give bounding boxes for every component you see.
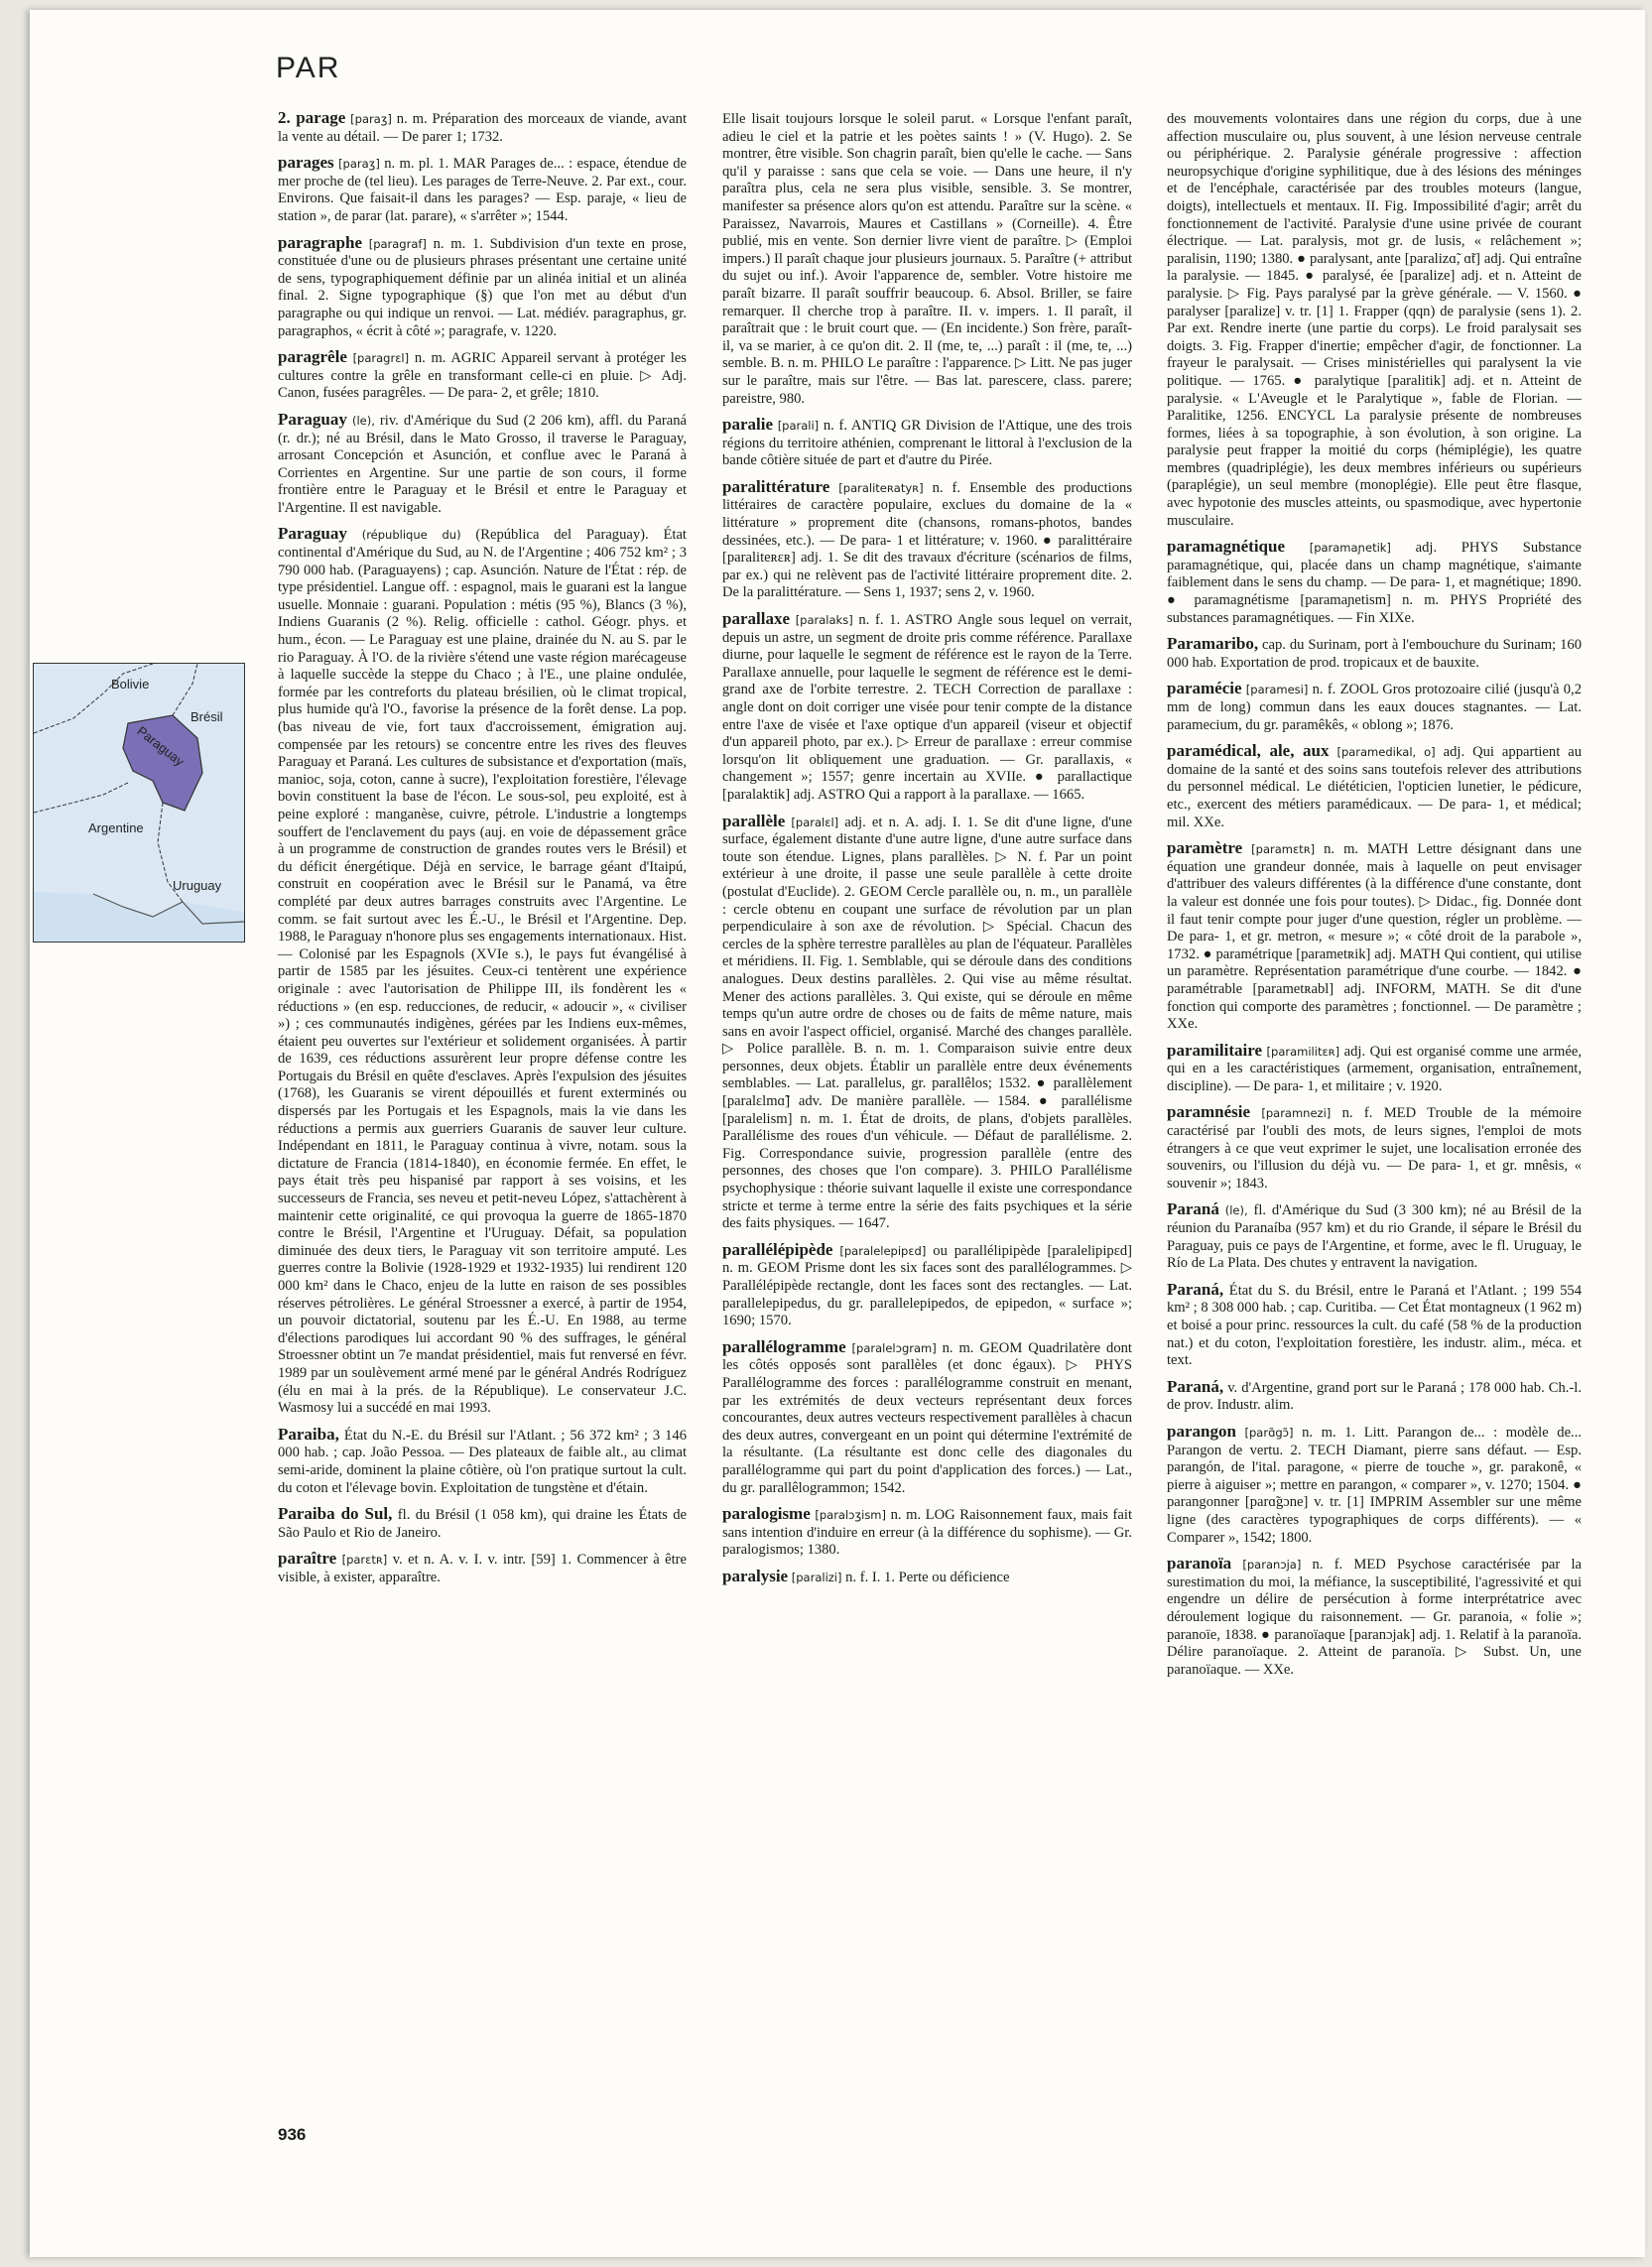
headword: paramilitaire: [1167, 1040, 1262, 1060]
definition: adj. Qui appartient au domaine de la santé et des soins sans toutefois relever des attributions du personnel médical. Le diététicien, l'opticien lunetier, le pédicure, etc., exercent des métiers paramédicaux. — De para- 1, et médical; mil. XXe.: [1167, 744, 1582, 830]
map-graphic: [34, 664, 244, 942]
definition: adj. et n. A. adj. I. 1. Se dit d'une ligne, d'une surface, également distante d'une autre ligne, d'une autre surface dans toute son étendue. Lignes, plans parallèles. ▷ N. f. Par un point extérieur à une droite, il passe une seule parallèle à cette droite (postulat d'Euclide). 2. GEOM Cercle parallèle ou, n. m., un parallèle : cercle obtenu en coupant une surface de révolution par un plan perpendiculaire à son axe de révolution. ▷ Spécial. Chacun des cercles de la sphère terrestre parallèles au plan de l'équateur. Parallèles et méridiens. II. Fig. 1. Semblable, qui se déroule dans des conditions analogues. Deux destins parallèles. 2. Qui vise au même résultat. Mener des actions parallèles. 3. Qui existe, qui se déroule en même temps qu'un autre ordre de choses ou de faits de même nature, mais sans en avoir l'aspect officiel, organisé. Marché des changes parallèle. ▷ Police parallèle. B. n. m. 1. Comparaison suivie entre deux personnes, deux objets. Établir un parallèle entre deux événements semblables. — Lat. parallelus, gr. parallêlos; 1532. ● parallèlement [paralɛlmɑ̃] adv. De manière parallèle. — 1584. ● parallélisme [paralelism] n. m. 1. État de droits, de plans, d'objets parallèles. Parallélisme des roues d'un véhicule. — Défaut de parallélisme. 2. Fig. Correspondance suivie, progression parallèle (entre des personnes, des choses que l'on compare). 3. PHILO Parallélisme psychophysique : théorie suivant laquelle il existe une correspondance stricte et terme à terme entre la série des faits psychiques et la série des faits physiques. — 1647.: [722, 814, 1132, 1232]
headword: parangon: [1167, 1421, 1236, 1441]
headword: parallélogramme: [722, 1336, 846, 1356]
headword: Paraiba,: [278, 1424, 339, 1444]
map-label-paraguay: Paraguay: [134, 723, 188, 770]
definition: v. et n. A. v. I. v. intr. [59] 1. Commencer à être visible, à exister, apparaître.: [278, 1552, 687, 1585]
definition: n. f. MED Psychose caractérisée par la surestimation du moi, la méfiance, la susceptibilité, l'agressivité et qui engendre un délire de persécution à forme interprétatrice avec déroulement logique du raisonnement. — Gr. paranoia, « folie »; paranoïe, 1838. ● paranoïaque [paranɔjak] adj. 1. Relatif à la paranoïa. Délire paranoïaque. 2. Atteint de paranoïa. ▷ Subst. Un, une paranoïaque. — XXe.: [1167, 1557, 1582, 1678]
pronunciation: [paragrɛl]: [352, 351, 410, 366]
pronunciation: [paralizi]: [791, 1570, 842, 1584]
pronunciation: [paramilitɛʀ]: [1266, 1044, 1340, 1059]
definition: État du S. du Brésil, entre le Paraná et l'Atlant. ; 199 554 km² ; 8 308 000 hab. ; cap. Curitiba. — Cet État montagneux (1 962 m) et boisé a pour princ. ressources la cult. du café (58 % de la production nat.) et du coton, l'exploitation forestière, les industr. alim., méca. et text.: [1167, 1282, 1582, 1369]
definition: (República del Paraguay). État continental d'Amérique du Sud, au N. de l'Argentine ; 406 752 km² ; 3 790 000 hab. (Paraguayens) ; cap. Asunción. Nature de l'État : rép. de type présidentiel. Langue off. : espagnol, mais le guarani est la langue usuelle. Monnaie : guarani. Population : métis (95 %), Blancs (3 %), Indiens Guaranis (2 %). Relig. officielle : cathol. Géogr. phys. et hum., écon. — Le Paraguay est une plaine, drainée du N. au S. par le rio Paraguay. À l'O. de la rivière s'étend une vaste région marécageuse à laquelle succède la steppe du Chaco ; à l'E., une plaine ondulée, formée par les contreforts du plateau brésilien, où le climat tropical, plus humide qu'à l'O., favorise la présence de la forêt dense. La pop. (bas niveau de vie, fort taux d'accroissement, émigration auj. compensée par les retours) se concentre entre les rives des fleuves Paraguay et Paraná. Les cultures de subsistance et d'exportation (maïs, manioc, soja, coton, canne à sucre), l'exploitation forestière, l'élevage bovin constituent la base de l'écon. Le sous-sol, peu exploité, est à peine exploré : manganèse, cuivre, pétrole. L'industrie a longtemps souffert de l'enclavement du pays (auj. en voie de dépassement grâce à un programme de construction de grandes routes vers le Brésil) et du déficit énergétique. Déjà en service, le barrage géant d'Itaipú, construit en coopération avec le Brésil sur le Panamá, va être complété par deux autres barrages construits avec l'Argentine. Le comm. se fait surtout avec les É.-U., le Brésil et l'Argentine. Dep. 1988, le Paraguay n'honore plus ses engagements internationaux. Hist. — Colonisé par les Espagnols (XVIe s.), le pays fut évangélisé à partir de 1585 par les jésuites. Ceux-ci tentèrent une expérience originale : avec l'autorisation de Philippe III, ils fondèrent les « réductions » (en esp. reducciones, de reducir, « adoucir », « civiliser ») ; ces communautés indigènes, gérées par les Indiens eux-mêmes, étaient peu ouvertes sur l'extérieur et solidement organisées. À partir de 1639, ces réductions assurèrent leur propre défense contre les Portugais du Brésil en quête d'esclaves. Après l'expulsion des jésuites (1768), les Guaranis se virent dépouillés et furent exterminés ou dispersés par les Portugais et les Espagnols, mais la vie dans les réductions a permis aux guerriers Guaranis de sauver leur culture. Indépendant en 1811, le Paraguay continua à vivre, notam. sous la dictature de Francia (1814-1840), en économie fermée. En effet, le pays était très peu hispanisé par rapport à ses voisins, et les successeurs de Francia, ses neveu et petit-neveu López, s'attachèrent à maintenir cette originalité, ce qui provoqua la guerre de 1865-1870 contre le Brésil, l'Argentine et l'Uruguay. Défait, sa population diminuée des deux tiers, le Paraguay vit son territoire amputé. Les guerres contre la Bolivie (1928-1929 et 1932-1935) lui rendirent 120 000 km² dans le Chaco, enjeu de la lutte en raison de ses possibles réserves pétrolières. Le général Stroessner a exercé, à partir de 1954, un pouvoir dictatorial, soutenu par les É.-U. En 1988, au terme d'élections parodiques lui accordant 90 % des suffrages, le général Stroessner obtint un 7e mandat présidentiel, mais fut renversé en févr. 1989 par un soulèvement armé mené par le général Andrés Rodríguez (élu en mai à la prés. de la République). Le conservateur J.C. Wasmosy lui a succédé en mai 1993.: [278, 527, 687, 1417]
pronunciation: (république du): [361, 528, 461, 543]
definition: v. d'Argentine, grand port sur le Paraná ; 178 000 hab. Ch.-l. de prov. Industr. alim.: [1167, 1379, 1583, 1414]
headword: paralie: [722, 415, 773, 435]
pronunciation: [paranɔja]: [1242, 1558, 1302, 1573]
pronunciation: [paramɛtʀ]: [1251, 842, 1316, 857]
entry: [1167, 1042, 1582, 1096]
entry: [278, 411, 687, 518]
definition: n. m. Préparation des morceaux de viande, avant la vente au détail. — De parer 1; 1732.: [278, 111, 688, 145]
pronunciation: [paramnezi]: [1261, 1106, 1332, 1121]
definition: n. m. MATH Lettre désignant dans une équation une grandeur donnée, mais à laquelle on peut envisager d'attribuer des valeurs différentes (à la différence d'une constante, dont la valeur est donnée une fois pour toutes). ▷ Didac., fig. Donnée dont il faut tenir compte pour juger d'une question, régler un problème. — De para- 1, et gr. metron, « mesure »; « côté droit de la parabole », 1732. ● paramétrique [parametʀik] adj. MATH Qui contient, qui utilise un paramètre. Représentation paramétrique d'une courbe. — 1842. ● paramétrable [parametʀabl] adj. INFORM, MATH. Se dit d'une fonction qui comporte des paramètres ; fonctionnel. — De paramètre ; XXe.: [1167, 841, 1582, 1033]
entry: [1167, 538, 1582, 627]
entry: [722, 610, 1132, 805]
pronunciation: [paralaks]: [795, 613, 853, 628]
entry: [1167, 1200, 1582, 1272]
pronunciation: [paralelɔgram]: [851, 1340, 937, 1355]
entry: [278, 1550, 687, 1586]
pronunciation: [paralɔʒism]: [815, 1508, 886, 1523]
column-3: [1167, 109, 1582, 1687]
headword: parallaxe: [722, 609, 790, 629]
entry: [1167, 1423, 1582, 1547]
definition: n. m. AGRIC Appareil servant à protéger les cultures contre la grêle en transformant celle-ci en pluie. ▷ Adj. Canon, fusées paragrêles. — De para- 2, et grêle; 1810.: [278, 350, 687, 402]
entry: [278, 1505, 687, 1542]
headword: paramètre: [1167, 838, 1243, 858]
pronunciation: [paraʒ]: [338, 157, 380, 172]
headword: Paramaribo,: [1167, 634, 1259, 654]
entry: [1167, 742, 1582, 831]
headword: paraître: [278, 1549, 337, 1569]
pronunciation: [paralelepipɛd]: [839, 1243, 927, 1258]
definition: n. f. MED Trouble de la mémoire caractérisé par l'oubli des mots, de leurs signes, l'emploi de mots étrangers à ce que veut exprimer le sujet, une localisation erronée des souvenirs, ou l'illusion du déjà vu. — De para- 1, et gr. mnêsis, « souvenir »; 1843.: [1167, 1105, 1582, 1192]
map-label-uruguay: Uruguay: [173, 878, 222, 893]
entry: [278, 348, 687, 403]
pronunciation: [paramedikal, o]: [1336, 745, 1436, 760]
entry: [278, 234, 687, 341]
headword: Paraguay: [278, 409, 347, 429]
page-number: 936: [278, 2125, 307, 2144]
headword: paramédical, ale, aux: [1167, 741, 1330, 761]
entry: [1167, 680, 1582, 734]
pronunciation: [parɑ̃gɔ̃]: [1244, 1425, 1294, 1440]
definition: État du N.-E. du Brésil sur l'Atlant. ; 56 372 km² ; 3 146 000 hab. ; cap. João Pessoa. — Des plateaux de faible alt., au climat semi-aride, dominent la plaine côtière, où l'on pratique surtout la cult. du coton et l'élevage bovin. Exploitation de tungstène et d'étain.: [278, 1427, 687, 1496]
entry: [722, 109, 1132, 408]
pronunciation: [paramaɲetik]: [1309, 541, 1391, 556]
entry: [722, 1338, 1132, 1497]
entry: [278, 154, 687, 225]
column-1: [278, 109, 687, 1595]
pronunciation: (le),: [1224, 1203, 1248, 1218]
entry: [722, 1505, 1132, 1560]
entry: [1167, 109, 1582, 530]
definition: n. m. LOG Raisonnement faux, mais fait sans intention d'induire en erreur (à la différence du sophisme). — Gr. paralogismos; 1380.: [722, 1507, 1132, 1559]
entry: [1167, 635, 1582, 672]
entry: [722, 1568, 1132, 1587]
map-label-argentine: Argentine: [88, 820, 144, 835]
map-label-bresil: Brésil: [191, 709, 223, 724]
definition: n. m. pl. 1. MAR Parages de... : espace, étendue de mer proche de (tel lieu). Les parages de Terre-Neuve. 2. Par ext., cour. Environs. Que faisait-il dans les parages? — Esp. paraje, « lieu de station », de parar (lat. parare), « s'arrêter »; 1544.: [278, 156, 687, 224]
definition: fl. du Brésil (1 058 km), qui draine les États de São Paulo et Rio de Janeiro.: [278, 1507, 687, 1541]
definition: n. m. 1. Subdivision d'un texte en prose, constituée d'une ou de plusieurs phrases présentant une certaine unité de sens, typographiquement définie par un alinéa initial et un alinéa final. 2. Signe typographique (§) que l'on met au début d'un paragraphe ou qui indique un renvoi. — Lat. médiév. paragraphus, gr. paragraphos, « écrit à côté »; paragrafe, v. 1220.: [278, 235, 688, 339]
definition: n. f. I. 1. Perte ou déficience: [845, 1569, 1010, 1585]
headword: Paraná,: [1167, 1279, 1224, 1299]
headword: Paraná,: [1167, 1376, 1224, 1396]
headword: parallélépipède: [722, 1239, 833, 1259]
headword: Paraiba do Sul,: [278, 1504, 393, 1524]
headword: Paraguay: [278, 524, 347, 544]
definition: riv. d'Amérique du Sud (2 206 km), affl. du Paraná (r. dr.); né au Brésil, dans le Mato Grosso, il traverse le Paraguay, arrosant Concepción et Asunción, et conflue avec le Paraná à Corrientes en Argentine. Sur une partie de son cours, il forme frontière entre le Paraguay et le Brésil et entre le Paraguay et l'Argentine. Il est navigable.: [278, 412, 687, 516]
entry: [722, 813, 1132, 1233]
definition: Elle lisait toujours lorsque le soleil parut. « Lorsque l'enfant paraît, adieu le ciel et la patrie et les poètes saints ! » (V. Hugo). 2. Se montrer, être visible. Son chagrin paraît, bien qu'elle le cache. — Sans qu'il y paraisse : sans que cela se voie. — Dans une heure, il n'y paraîtra plus, cela ne sera plus visible, sensible. 3. Se montrer, manifester sa présence alors qu'on est attendu. Paraître sur la scène. « Paraissez, Navarrois, Maures et Castillans » (Corneille). 4. Être publié, mis en vente. Son dernier livre vient de paraître. ▷ (Emploi impers.) Il paraît chaque jour plusieurs journaux. 5. Paraître (+ attribut du sujet ou inf.). Avoir l'apparence de, sembler. Votre histoire me paraît bizarre. Il paraît souffrir beaucoup. 6. Absol. Briller, se faire remarquer. Il cherche trop à paraître. II. v. impers. 1. Il paraît, il paraîtrait que : le bruit court que. — (En incidente.) Son frère, paraît-il, va se marier, à ce qu'on dit. 2. Il (me, te, ...) paraît : il (me, te, ...) semble. B. n. m. PHILO Le paraître : l'apparence. ▷ Litt. Ne pas juger sur le paraître, mais sur l'être. — Bas lat. parescere, class. parere; pareistre, 980.: [722, 111, 1132, 407]
pronunciation: [paramesi]: [1245, 683, 1309, 697]
pronunciation: [paraʒ]: [350, 112, 392, 126]
definition: n. m. GEOM Quadrilatère dont les côtés opposés sont parallèles (et donc égaux). ▷ PHYS Parallélogramme des forces : parallélogramme construit en menant, par les extrémités de deux vecteurs représentant deux forces concourantes, deux autres vecteurs respectivement parallèles à chacun des deux autres, convergeant en un point qui détermine l'extrémité de la résultante. (La résultante est donc celle des diagonales du parallélogramme qui part du point d'application des forces.) — Lat., du gr. parallêlogrammon; 1542.: [722, 1339, 1132, 1496]
entry: [1167, 1103, 1582, 1193]
definition: n. f. ANTIQ GR Division de l'Attique, une des trois régions du territoire athénien, comprenant le littoral à l'exclusion de la bande côtière située de part et d'autre du Pirée.: [722, 418, 1132, 469]
map-label-bolivie: Bolivie: [111, 677, 150, 692]
definition: n. m. 1. Litt. Parangon de... : modèle de... Parangon de vertu. 2. TECH Diamant, pierre sans défaut. — Esp. parangón, de l'ital. paragone, « pierre de touche », gr. parakonê, « pierre à aiguiser »; mettre en parangon, « comparer », v. 1270; 1504. ● parangonner [parɑ̃gɔne] v. tr. [1] IMPRIM Assembler sur une même ligne (des caractères typographiques de corps différents). — « Comparer », 1542; 1800.: [1167, 1424, 1582, 1546]
entry: [278, 525, 687, 1417]
definition: fl. d'Amérique du Sud (3 300 km); né au Brésil de la réunion du Paranaíba (957 km) et du rio Grande, il sépare le Brésil du Paraguay, puis ce pays de l'Argentine, et forme, avec le fl. Uruguay, le Río de La Plata. Des chutes y entravent la navigation.: [1167, 1202, 1582, 1272]
definition: n. f. Ensemble des productions littéraires de caractère populaire, exclues du domaine de la « littérature » proprement dite (chansons, romans-photos, bandes dessinées, etc.). — De para- 1 et littérature; v. 1960. ● paralittéraire [paraliteʀɛʀ] adj. 1. Se dit des travaux d'écriture (scénarios de films, par ex.) qui ne relèvent pas de l'activité littéraire proprement dite. 2. De la paralittérature. — Sens 1, 1937; sens 2, v. 1960.: [722, 479, 1132, 601]
pronunciation: [paragraf]: [368, 236, 427, 251]
definition: des mouvements volontaires dans une région du corps, due à une affection musculaire ou, plus souvent, à une lésion nerveuse centrale ou périphérique. 2. Paralysie générale progressive : affection neuropsychique d'origine syphilitique, due à des lésions des méninges et de l'encéphale, caractérisée par des troubles moteurs (langue, doigts), intellectuels et mentaux. II. Fig. Impossibilité d'agir; arrêt du fonctionnement de l'activité. Paralysie d'une usine privée de courant électrique. — Lat. paralysis, mot gr. de lusis, « relâchement »; paralisin, 1190; 1380. ● paralysant, ante [paralizɑ̃, ɑ̃t] adj. Qui entraîne la paralysie. — 1845. ● paralysé, ée [paralize] adj. et n. Atteint de paralysie. ▷ Fig. Pays paralysé par la grève générale. — V. 1560. ● paralyser [paralize] v. tr. [1] 1. Frapper (qqn) de paralysie (sens 1). 2. Par ext. Rendre inerte (une partie du corps). Le froid paralysait ses doigts. 3. Fig. Frapper d'inertie; empêcher d'agir, de fonctionner. La frayeur le paralysait. — Crises ministérielles qui paralysent la vie politique. — 1765. ● paralytique [paralitik] adj. et n. Atteint de paralysie. « L'Aveugle et le Paralytique », fable de Florian. — Paralitike, 1256. ENCYCL La paralysie présente de nombreuses formes, liées à sa topographie, à son évolution, à son origine. La paralysie peut frapper la moitié du corps (hémiplégie), les quatre membres (quadriplégie), les deux membres inférieurs ou supérieurs (paraplégie), un seul membre (monoplégie). Elle peut être flasque, avec hypotonie des muscles atteints, ou spasmodique, avec hypertonie musculaire.: [1167, 111, 1582, 529]
paraguay-map: [33, 663, 245, 943]
entry: [1167, 839, 1582, 1034]
pronunciation: [parɛtʀ]: [341, 1553, 388, 1568]
pronunciation: [paralɛl]: [791, 815, 839, 829]
definition: adj. PHYS Substance paramagnétique, qui, placée dans un champ magnétique, s'aimante faiblement dans le sens du champ. — De para- 1, et magnétique; 1890. ● paramagnétisme [paramaɲetism] n. m. PHYS Propriété des substances paramagnétiques. — Fin XIXe.: [1167, 540, 1582, 626]
headword: Paraná: [1167, 1199, 1219, 1219]
headword: paralogisme: [722, 1504, 811, 1524]
pronunciation: [paraliteʀatyʀ]: [838, 480, 924, 495]
headword: parallèle: [722, 811, 786, 830]
entry: [1167, 1555, 1582, 1679]
definition: ou parallélipipède [paralelipipɛd] n. m. GEOM Prisme dont les six faces sont des parallélogrammes. ▷ Parallélépipède rectangle, dont les faces sont des rectangles. — Lat. parallelepipedus, du gr. parallelepipedos, de epipedon, « surface »; 1690; 1570.: [722, 1242, 1132, 1329]
entry: [1167, 1281, 1582, 1370]
headword: paranoïa: [1167, 1554, 1232, 1574]
column-2: [722, 109, 1132, 1595]
headword: paramagnétique: [1167, 537, 1285, 557]
entry: [278, 109, 687, 146]
entry: [722, 416, 1132, 470]
headword: paralysie: [722, 1566, 789, 1585]
headword: paramécie: [1167, 679, 1242, 698]
definition: n. f. ZOOL Gros protozoaire cilié (jusqu'à 0,2 mm de long) commun dans les eaux douces stagnantes. — Lat. paramecium, du gr. paramêkês, « oblong »; 1876.: [1167, 682, 1583, 733]
dictionary-page: [30, 10, 1645, 2257]
definition: n. f. 1. ASTRO Angle sous lequel on verrait, depuis un astre, un segment de droite pris comme référence. Parallaxe diurne, pour laquelle le segment de référence est le rayon de la Terre. Parallaxe annuelle, pour laquelle le segment de référence est le demi-grand axe de l'orbite terrestre. 2. TECH Correction de parallaxe : angle dont on doit corriger une visée pour tenir compte de la distance entre l'axe de visée et l'axe optique d'un appareil (viseur et objectif d'un appareil photo, par ex.). ▷ Erreur de parallaxe : erreur commise lorsqu'on lit obliquement une graduation. — Gr. parallaxis, « changement »; 1557; genre incertain au XVIIe. ● parallactique [paralaktik] adj. ASTRO Qui a rapport à la parallaxe. — 1665.: [722, 612, 1133, 803]
headword: paramnésie: [1167, 1102, 1251, 1122]
pronunciation: (le),: [351, 413, 375, 428]
headword: parages: [278, 153, 334, 173]
page-header: PAR: [276, 52, 341, 84]
entry: [722, 1241, 1132, 1330]
headword: paralittérature: [722, 476, 830, 496]
headword: paragraphe: [278, 232, 362, 252]
entry: [278, 1426, 687, 1497]
entry: [1167, 1378, 1582, 1415]
definition: cap. du Surinam, port à l'embouchure du Surinam; 160 000 hab. Exportation de prod. tropicaux et de bauxite.: [1167, 637, 1582, 671]
definition: adj. Qui est organisé comme une armée, qui en a les caractéristiques (armement, organisation, entraînement, discipline). — De para- 1, et militaire ; v. 1920.: [1167, 1043, 1582, 1094]
headword: paragrêle: [278, 347, 347, 367]
entry: [722, 478, 1132, 602]
pronunciation: [parali]: [777, 419, 820, 434]
headword: 2. parage: [278, 108, 346, 127]
